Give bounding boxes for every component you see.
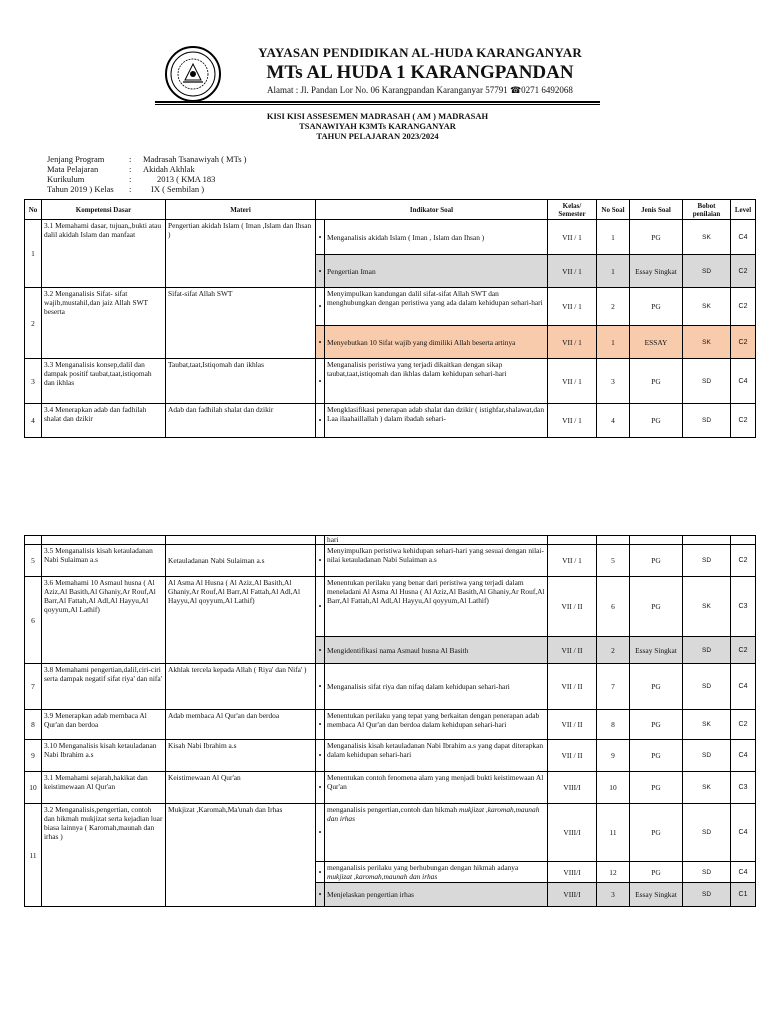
doc-title-line3: TAHUN PELAJARAN 2023/2024 xyxy=(316,131,439,141)
table-row: 8 3.9 Menerapkan adab membaca Al Qur'an dan berdoa Adab membaca Al Qur'an dan berdoa • Menentukan perilaku yang tepat yang berkaitan dengan penerapan adab membaca Al Qur'an dan berdoa dalam kehidupan sehari-hari VII / II 8 PG SK C2 xyxy=(25,710,756,740)
foundation-name: YAYASAN PENDIDIKAN AL-HUDA KARANGANYAR xyxy=(258,45,582,60)
meta-row: Mata Pelajaran : Akidah Akhlak xyxy=(47,164,195,174)
table-row: 9 3.10 Menganalisis kisah ketauladanan Nabi Ibrahim a.s Kisah Nabi Ibrahim a.s • Menganalisis kisah ketauladanan Nabi Ibrahim a.s yang dapat diterapkan dalam kehidupan sehari-hari VII / II 9 PG SD C4 xyxy=(25,740,756,772)
table-row: • Menjelaskan pengertian irhas VIII/I 3 Essay Singkat SD C1 xyxy=(25,883,756,907)
letterhead-rule xyxy=(155,101,600,103)
table-header-row: No Kompetensi Dasar Materi Indikator Soal Kelas/ Semester No Soal Jenis Soal Bobot penilaian Level xyxy=(25,200,756,220)
table-row: • Pengertian Iman VII / 1 1 Essay Singkat SD C2 xyxy=(25,255,756,288)
kisi-table-page1 xyxy=(24,199,756,438)
table-row: • Mengidentifikasi nama Asmaul husna Al Basith VII / II 2 Essay Singkat SD C2 xyxy=(25,637,756,664)
meta-row: Tahun 2019 ) Kelas : IX ( Sembilan ) xyxy=(47,184,205,194)
kisi-table-page2 xyxy=(24,535,756,907)
doc-title-line1: KISI KISI ASSESEMEN MADRASAH ( AM ) MADRASAH xyxy=(266,111,489,121)
doc-title-line2: TSANAWIYAH K3MTs KARANGANYAR xyxy=(299,121,456,131)
table-row-continuation: hari xyxy=(25,536,756,545)
document-meta xyxy=(47,154,246,194)
table-row: • Menyebutkan 10 Sifat wajib yang dimiliki Allah beserta artinya VII / 1 1 ESSAY SK C2 xyxy=(25,326,756,359)
table-row: 10 3.1 Memahami sejarah,hakikat dan keistimewaan Al Qur'an Keistimewaan Al Qur'an • Menentukan contoh fenomena alam yang menjadi bukti keistimewaan Al Qur'an VIII/I 10 PG SK C3 xyxy=(25,772,756,804)
school-address: Alamat : Jl. Pandan Lor No. 06 Karangpandan Karanganyar 57791 ☎0271 6492068 xyxy=(267,85,573,95)
table-row: 6 3.6 Memahami 10 Asmaul husna ( Al Aziz,Al Basith,Al Ghaniy,Ar Rouf,Al Barr,Al Fattah,Al Adl,Al Hayyu,Al qoyyum,Al Lathif) Al Asma Al Husna ( Al Aziz,Al Basith,Al Ghaniy,Ar Rouf,Al Barr,Al Fattah,Al Adl,Al Hayyu,Al qoyyum,Al Lathif) • Menentukan perilaku yang benar dari peristiwa yang terjadi dalam meneladani Al Asma Al Husna ( Al Aziz,Al Basith,Al Ghaniy,Ar Rouf,Al Barr,Al Fattah,Al Adl,Al Hayyu,Al qoyyum,Al Lathif) VII / II 6 PG SK C3 xyxy=(25,577,756,637)
table-row: 5 3.5 Menganalisis kisah ketauladanan Nabi Sulaiman a.s Ketauladanan Nabi Sulaiman a.s • Menyimpulkan peristiwa kehidupan sehari-hari yang sesuai dengan nilai-nilai ketauladanan Nabi Sulaiman a.s VII / 1 5 PG SD C2 xyxy=(25,545,756,577)
letterhead-rule-thin xyxy=(155,104,600,105)
school-logo xyxy=(155,44,231,104)
table-row: 11 3.2 Menganalisis,pengertian, contoh dan hikmah mukjizat serta kejadian luar biasa lainnya ( Karomah,maunah dan irhas ) Mukjizat ,Karomah,Ma'unah dan Irhas • menganalisis pengertian,contoh dan hikmah mukjizat ,karomah,maunah dan irhas VIII/I 11 PG SD C4 xyxy=(25,804,756,862)
meta-row: Jenjang Program : Madrasah Tsanawiyah ( MTs ) xyxy=(47,154,247,164)
table-row: • menganalisis perilaku yang berhubungan dengan hikmah adanya mukjizat ,karomah,maunah dan irhas VIII/I 12 PG SD C4 xyxy=(25,862,756,883)
school-name: MTs AL HUDA 1 KARANGPANDAN xyxy=(266,62,574,83)
table-row: 4 3.4 Menerapkan adab dan fadhilah shalat dan dzikir Adab dan fadhilah shalat dan dzikir • Mengklasifikasi penerapan adab shalat dan dzikir ( istighfar,shalawat,dan Laa ilaahaillallah ) dalam ibadah sehari- VII / 1 4 PG SD C2 xyxy=(25,404,756,438)
table-row: 2 3.2 Menganalisis Sifat- sifat wajib,mustahil,dan jaiz Allah SWT beserta Sifat-sifat Allah SWT • Menyimpulkan kandungan dalil sifat-sifat Allah SWT dan menghubungkan dengan peristiwa yang ada dalam kehidupan sehari-hari VII / 1 2 PG SK C2 xyxy=(25,288,756,326)
meta-row: Kurikulum : 2013 ( KMA 183 xyxy=(47,174,216,184)
table-row: 7 3.8 Memahami pengertian,dalil,ciri-ciri serta dampak negatif sifat riya' dan nifa' Akhlak tercela kepada Allah ( Riya' dan Nifa' ) • Menganalisis sifat riya dan nifaq dalam kehidupan sehari-hari VII / II 7 PG SD C4 xyxy=(25,664,756,710)
table-row: 3 3.3 Menganalisis konsep,dalil dan dampak positif taubat,taat,istiqomah dan ikhlas Taubat,taat,Istiqomah dan ikhlas • Menganalisis peristiwa yang terjadi dikaitkan dengan sikap taubat,taat,istiqomah dan ikhlas dalam kehidupan sehari-hari VII / 1 3 PG SD C4 xyxy=(25,359,756,404)
table-row: 1 3.1 Memahami dasar, tujuan,,bukti atau dalil akidah Islam dan manfaat Pengertian akidah Islam ( Iman ,Islam dan Ihsan ) • Menganalisis akidah Islam ( Iman , Islam dan Ihsan ) VII / 1 1 PG SK C4 xyxy=(25,220,756,255)
